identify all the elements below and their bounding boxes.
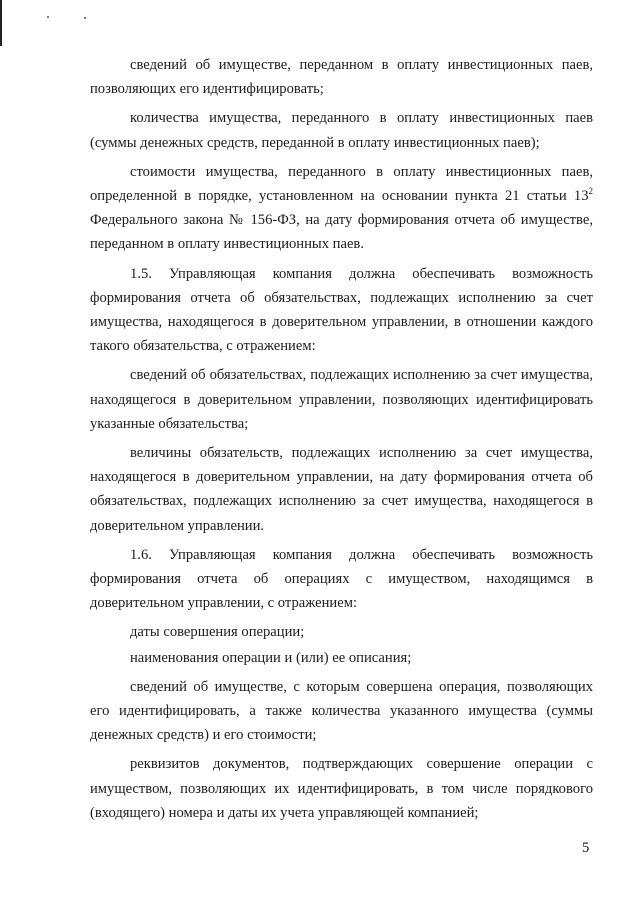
paragraph: величины обязательств, подлежащих исполнению за счет имущества, находящегося в доверительном управлении, на дату формирования отчета об обязательствах, подлежащих исполнению за счет имущества, находящегося в доверительном управлении.	[90, 445, 593, 534]
paragraph-section-1-5: 1.5. Управляющая компания должна обеспечивать возможность формирования отчета об обязательствах, подлежащих исполнению за счет имущества, находящегося в доверительном управлении, в отношении каждого такого обязательства, с отражением:	[90, 265, 593, 355]
scan-speck	[47, 16, 49, 18]
paragraph-line: стоимости имущества, переданного в оплату инвестиционных паев,	[130, 163, 593, 180]
paragraph	[90, 160, 593, 257]
paragraph: сведений об имуществе, переданном в оплату инвестиционных паев, позволяющих его идентифицировать;	[90, 57, 593, 98]
superscript: 2	[588, 186, 593, 197]
paragraph-line: Федерального закона № 156-ФЗ, на дату формирования отчета об имуществе, переданном в оплату инвестиционных паев.	[90, 212, 593, 253]
paragraph-section-1-6: 1.6. Управляющая компания должна обеспечивать возможность формирования отчета об операциях с имуществом, находящимся в доверительном управлении, с отражением:	[90, 546, 593, 612]
scan-speck	[84, 17, 86, 19]
document-body	[90, 53, 593, 830]
page-number: 5	[582, 840, 590, 856]
paragraph-line: определенной в порядке, установленном на основании пункта 21 статьи 13	[90, 188, 589, 205]
paragraph: сведений об обязательствах, подлежащих исполнению за счет имущества, находящегося в доверительном управлении, позволяющих идентифицировать указанные обязательства;	[90, 367, 593, 432]
scan-edge-mark	[0, 0, 2, 46]
paragraph: реквизитов документов, подтверждающих совершение операции с имуществом, позволяющих их идентифицировать, в том числе порядкового (входящего) номера и даты их учета управляющей компанией;	[90, 756, 593, 821]
paragraph: наименования операции и (или) ее описания;	[130, 649, 412, 666]
paragraph: даты совершения операции;	[130, 624, 305, 641]
paragraph: количества имущества, переданного в оплату инвестиционных паев (суммы денежных средств, переданной в оплату инвестиционных паев);	[90, 110, 593, 151]
paragraph: сведений об имуществе, с которым совершена операция, позволяющих его идентифицировать, а также количества указанного имущества (суммы денежных средств) и его стоимости;	[90, 678, 593, 744]
